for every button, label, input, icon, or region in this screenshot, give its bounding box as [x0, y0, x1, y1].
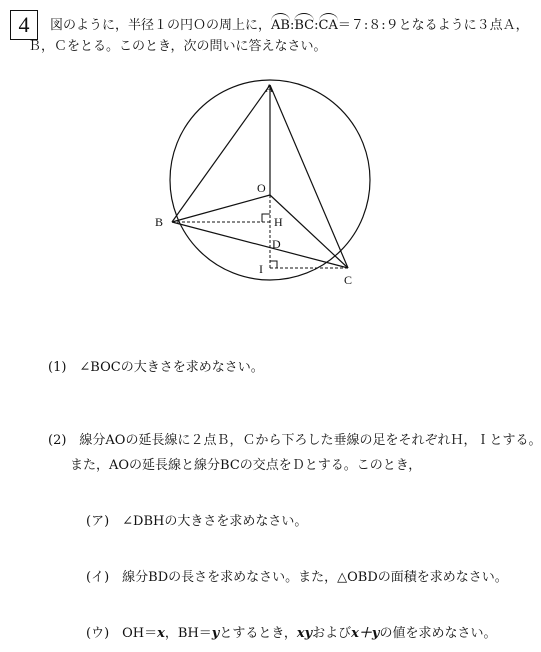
right-angle-mark-h	[262, 214, 270, 222]
geometry-figure	[0, 0, 541, 300]
question-2a: (ア) ∠DBHの大きさを求めなさい。	[86, 514, 308, 529]
q2c-text-mid2: とするとき，	[219, 626, 297, 641]
q2c-text-mid1: ，BH＝	[164, 626, 212, 641]
segment-oc	[270, 195, 348, 268]
label-a: A	[265, 81, 274, 95]
label-b: B	[155, 215, 164, 229]
expr-x-plus-y: x＋y	[351, 626, 380, 641]
segment-ob	[172, 195, 270, 222]
problem-statement-line2: Ｂ，Ｃをとる。このとき，次の問いに答えなさい。	[28, 39, 327, 54]
arc-ca: CA	[319, 13, 338, 35]
question-2c	[86, 625, 497, 643]
ratio-text: ＝７:８:９となるように３点Ａ，	[337, 18, 529, 33]
label-c: C	[344, 273, 353, 287]
statement-text-a: 図のように，半径１の円Ｏの周上に，	[50, 18, 272, 33]
segment-ac	[270, 85, 348, 268]
ratio-sep-2: :	[314, 18, 319, 33]
label-d: D	[272, 237, 281, 251]
label-h: H	[274, 215, 283, 229]
label-i: I	[259, 262, 263, 276]
question-2-line1: (2) 線分AOの延長線に２点Ｂ，Ｃから下ろした垂線の足をそれぞれＨ，Ｉとする。	[48, 433, 541, 448]
question-1: (1) ∠BOCの大きさを求めなさい。	[48, 360, 264, 375]
arc-bc: BC	[294, 13, 314, 35]
var-x: x	[157, 626, 165, 641]
var-y: y	[211, 626, 220, 641]
arc-ab: AB	[271, 13, 290, 35]
segment-ab	[172, 85, 270, 222]
expr-xy: xy	[296, 626, 313, 641]
question-2-line2: また，AOの延長線と線分BCの交点をＤとする。このとき，	[70, 458, 422, 473]
label-o: O	[257, 181, 266, 195]
right-angle-mark-i	[270, 261, 277, 268]
q2c-text-mid3: および	[312, 626, 352, 641]
q2c-text-pre: (ウ) OH＝	[86, 626, 158, 641]
problem-number-box: 4	[10, 10, 38, 40]
q2c-text-post: の値を求めなさい。	[379, 626, 497, 641]
ratio-sep-1: :	[289, 18, 295, 33]
question-2b: (イ) 線分BDの長さを求めなさい。また，△OBDの面積を求めなさい。	[86, 570, 508, 585]
